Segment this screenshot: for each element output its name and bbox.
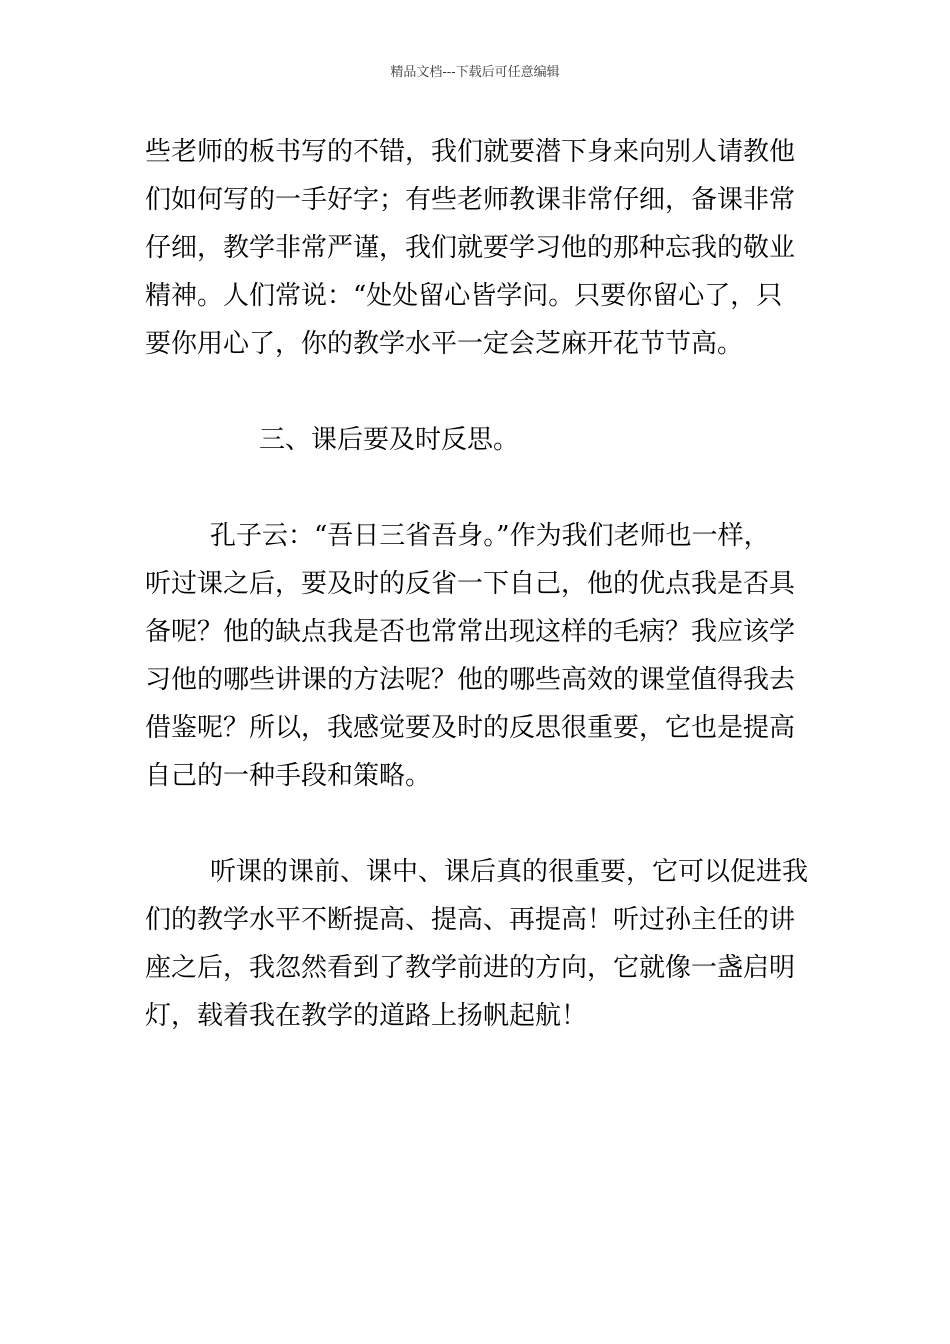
page-header: 精品文档---下载后可任意编辑 <box>390 65 560 80</box>
paragraph-gap <box>145 800 807 848</box>
section-heading <box>145 416 807 464</box>
text-line: 们的教学水平不断提高、提高、再提高！听过孙主任的讲 <box>145 905 796 935</box>
paragraph-gap <box>145 368 807 416</box>
paragraph-reflection <box>145 512 807 800</box>
text-line: 仔细，教学非常严谨，我们就要学习他的那种忘我的敬业 <box>145 233 796 263</box>
text-line: 备呢？他的缺点我是否也常常出现这样的毛病？我应该学 <box>145 617 796 647</box>
text-line: 些老师的板书写的不错，我们就要潜下身来向别人请教他 <box>145 137 796 167</box>
text-line: 精神。人们常说：“处处留心皆学问。只要你留心了，只 <box>145 281 783 311</box>
paragraph-continuation <box>145 128 807 368</box>
text-line: 听过课之后，要及时的反省一下自己，他的优点我是否具 <box>145 569 796 599</box>
text-line: 自己的一种手段和策略。 <box>145 761 432 791</box>
text-line: 听课的课前、课中、课后真的很重要，它可以促进我 <box>210 857 809 887</box>
text-line: 们如何写的一手好字；有些老师教课非常仔细，备课非常 <box>145 185 796 215</box>
text-line: 习他的哪些讲课的方法呢？他的哪些高效的课堂值得我去 <box>145 665 796 695</box>
document-body <box>145 128 807 1040</box>
text-line: 座之后，我忽然看到了教学前进的方向，它就像一盏启明 <box>145 953 796 983</box>
paragraph-gap <box>145 464 807 512</box>
text-line: 要你用心了，你的教学水平一定会芝麻开花节节高。 <box>145 329 744 359</box>
text-line: 借鉴呢？所以，我感觉要及时的反思很重要，它也是提高 <box>145 713 796 743</box>
paragraph-conclusion <box>145 848 807 1040</box>
section-heading-text: 三、课后要及时反思。 <box>259 425 520 455</box>
text-line: 孔子云：“吾日三省吾身。”作为我们老师也一样， <box>210 521 770 551</box>
text-line: 灯，载着我在教学的道路上扬帆起航！ <box>145 1001 588 1031</box>
